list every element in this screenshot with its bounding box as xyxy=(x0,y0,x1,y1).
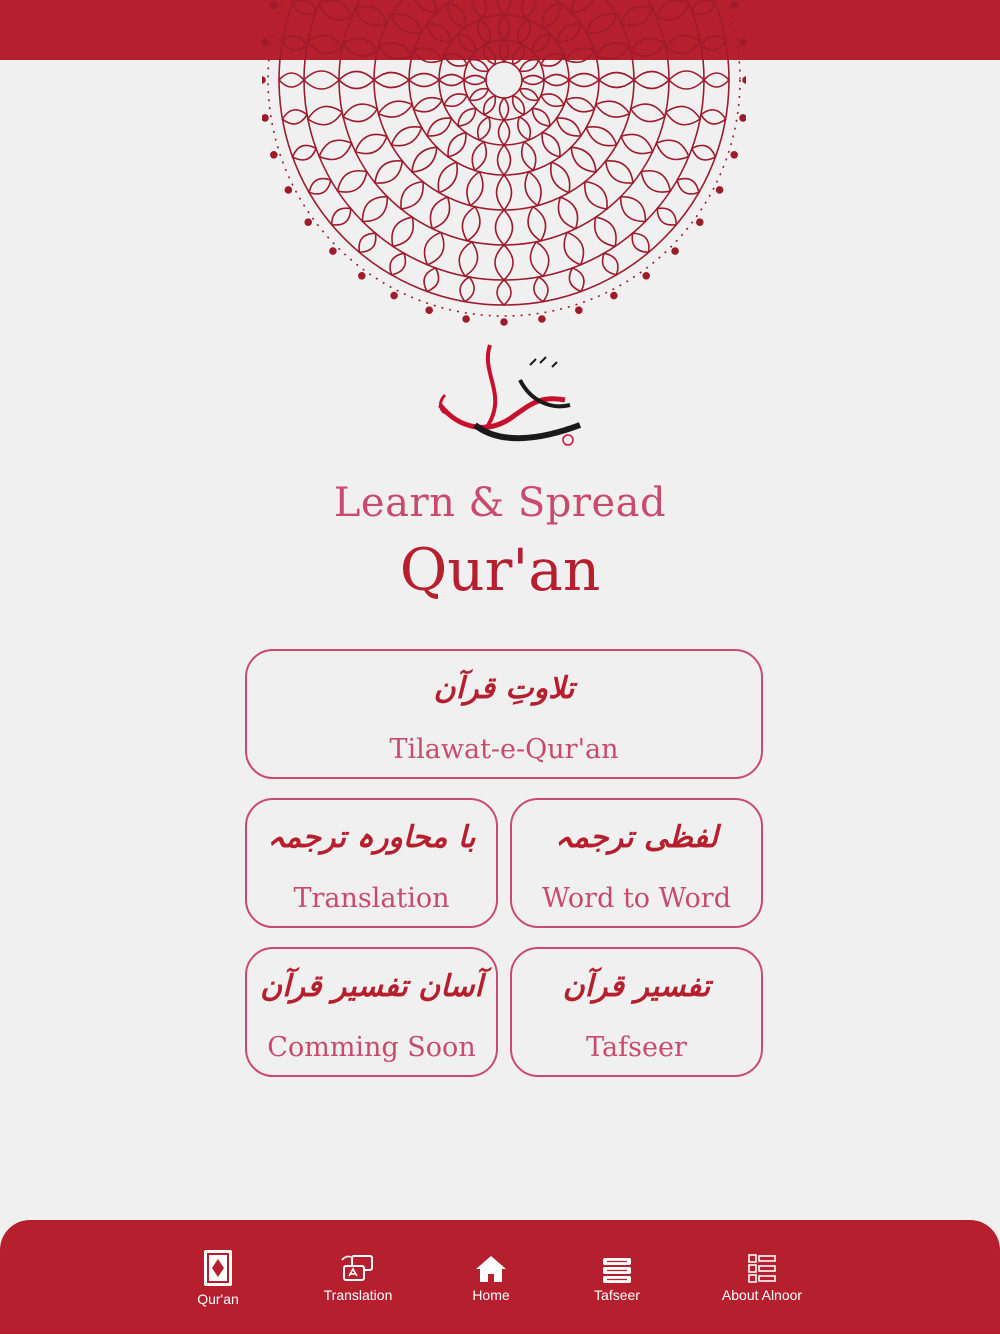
nav-translation-label: Translation xyxy=(323,1287,393,1303)
nav-translation[interactable] xyxy=(288,1220,428,1334)
tilawat-card[interactable] xyxy=(245,649,763,779)
nav-about[interactable] xyxy=(692,1220,832,1334)
nav-quran[interactable] xyxy=(148,1220,288,1334)
nav-about-label: About Alnoor xyxy=(721,1287,803,1303)
tilawat-label: Tilawat-e-Qur'an xyxy=(389,734,619,765)
coming-soon-label: Comming Soon xyxy=(267,1032,476,1063)
word-to-word-label: Word to Word xyxy=(542,883,731,914)
tafseer-urdu-title: تفسیر قرآن xyxy=(562,969,711,1004)
aasan-tafseer-card[interactable] xyxy=(245,947,498,1077)
tagline: Learn & Spread xyxy=(333,480,667,526)
app-title: Qur'an xyxy=(399,536,601,604)
quran-book-icon xyxy=(202,1248,234,1288)
calligraphy-logo xyxy=(420,335,590,455)
nav-tafseer[interactable] xyxy=(547,1220,687,1334)
translate-icon xyxy=(340,1254,376,1284)
word-to-word-card[interactable] xyxy=(510,798,763,928)
mandala-ornament xyxy=(262,0,746,330)
nav-home-label: Home xyxy=(472,1287,510,1303)
translation-card[interactable] xyxy=(245,798,498,928)
books-stack-icon xyxy=(601,1256,633,1284)
tafseer-label: Tafseer xyxy=(586,1032,687,1063)
word-to-word-urdu-title: لفظی ترجمہ xyxy=(555,820,718,855)
nav-quran-label: Qur'an xyxy=(197,1291,239,1307)
nav-home[interactable] xyxy=(421,1220,561,1334)
translation-label: Translation xyxy=(293,883,450,914)
translation-urdu-title: با محاورہ ترجمہ xyxy=(267,820,476,855)
aasan-tafseer-urdu-title: آسان تفسیر قرآن xyxy=(260,969,483,1004)
tilawat-urdu-title: تلاوتِ قرآن xyxy=(433,671,575,706)
nav-tafseer-label: Tafseer xyxy=(594,1287,640,1303)
list-icon xyxy=(747,1253,777,1285)
bottom-navigation xyxy=(0,1220,1000,1334)
home-icon xyxy=(474,1254,508,1284)
tafseer-card[interactable] xyxy=(510,947,763,1077)
